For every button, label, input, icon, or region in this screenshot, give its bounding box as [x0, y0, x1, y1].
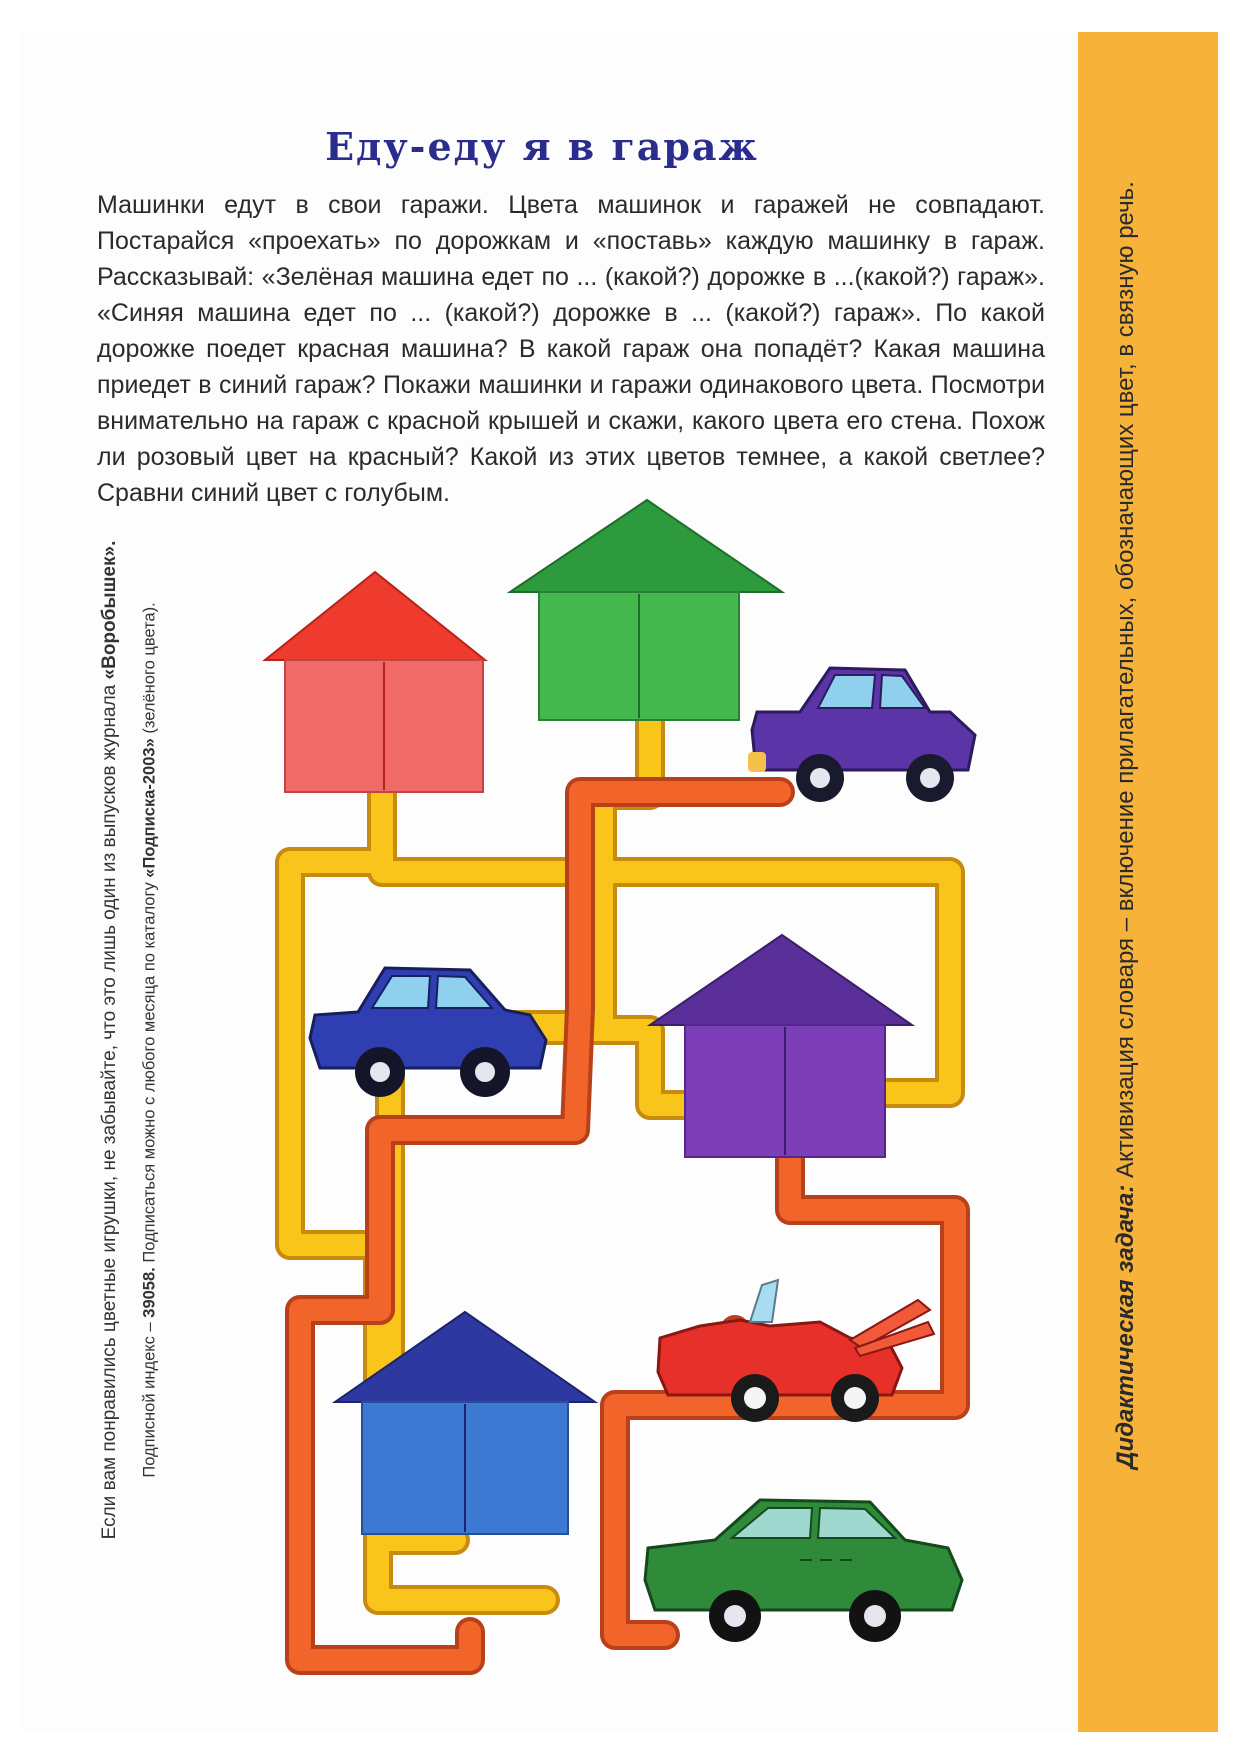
subscription-catalog: «Подписка-2003»	[140, 738, 159, 878]
magazine-note-text: Если вам понравились цветные игрушки, не забывайте, что это лишь один из выпусков журнала	[99, 679, 120, 1540]
subscription-middle: Подписаться можно с любого месяца по каталогу	[140, 877, 159, 1268]
red-roof-garage	[265, 572, 485, 792]
didactic-task-label: Дидактическая задача:	[1112, 1184, 1139, 1469]
blue-car	[310, 968, 546, 1097]
subscription-suffix: (зелёного цвета).	[140, 602, 159, 739]
magazine-name: «Воробышек».	[99, 540, 120, 680]
intro-text: Машинки едут в свои гаражи. Цвета машинок и гаражей не совпадают. Постарайся «проехать» по дорожкам и «поставь» каждую машинку в гараж. Рассказывай: «Зелёная машина едет по ... (какой?) дорожке в ...(какой?) гараж». «Синяя машина едет по ... (какой?) дорожке в ... (какой?) гараж». По какой дорожке поедет красная машина? В какой гараж она попадёт? Какая машина приедет в синий гараж? Покажи машинки и гаражи одинакового цвета. Посмотри внимательно на гараж с красной крышей и скажи, какого цвета его стена. Похож ли розовый цвет на красный? Какой из этих цветов темнее, а какой светлее? Сравни синий цвет с голубым.	[97, 191, 1045, 507]
subscription-index: 39058.	[140, 1267, 159, 1318]
green-garage	[510, 500, 782, 720]
purple-garage	[650, 935, 912, 1157]
subscription-prefix: Подписной индекс –	[140, 1317, 159, 1478]
didactic-task-text: Активизация словаря – включение прилагательных, обозначающих цвет, в связную речь.	[1112, 181, 1139, 1185]
page-title: Еду-еду я в гараж	[325, 124, 759, 169]
green-car	[645, 1500, 962, 1642]
